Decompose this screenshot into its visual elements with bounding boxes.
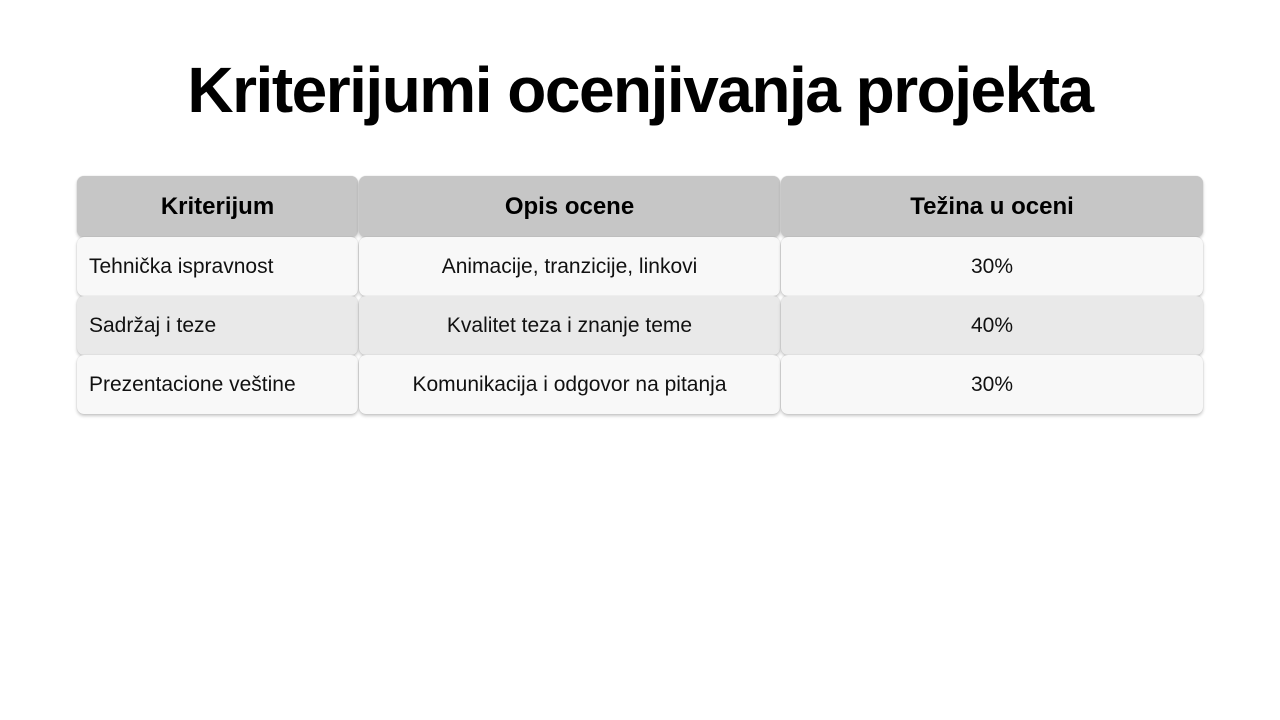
weight-cell: 40% [781, 296, 1203, 355]
table-row [77, 237, 1203, 296]
slide-title: Kriterijumi ocenjivanja projekta [187, 54, 1093, 126]
criterion-cell: Tehnička ispravnost [77, 237, 358, 296]
header-cell-weight: Težina u oceni [781, 176, 1203, 237]
description-cell: Kvalitet teza i znanje teme [359, 296, 780, 355]
table-row [77, 296, 1203, 355]
table-header-row [77, 176, 1203, 237]
header-cell-criterion: Kriterijum [77, 176, 358, 237]
weight-cell: 30% [781, 237, 1203, 296]
weight-cell: 30% [781, 355, 1203, 414]
grading-criteria-table [77, 176, 1203, 414]
description-cell: Komunikacija i odgovor na pitanja [359, 355, 780, 414]
criterion-cell: Sadržaj i teze [77, 296, 358, 355]
description-cell: Animacije, tranzicije, linkovi [359, 237, 780, 296]
table-row [77, 355, 1203, 414]
criterion-cell: Prezentacione veštine [77, 355, 358, 414]
header-cell-description: Opis ocene [359, 176, 780, 237]
